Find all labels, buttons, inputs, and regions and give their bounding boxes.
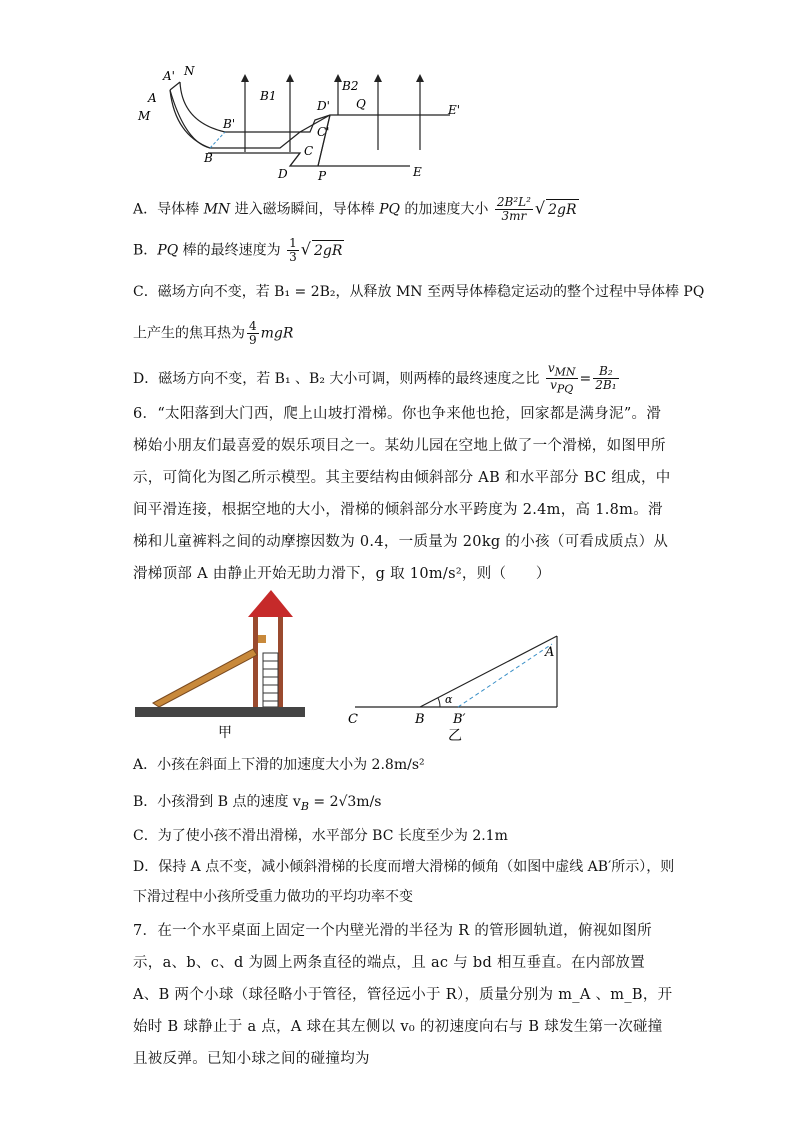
label-yi-A: A (545, 645, 555, 660)
question-7-text: 7．在一个水平桌面上固定一个内壁光滑的半径为 R 的管形圆轨道，俯视如图所示，a、b、c、d 为圆上两条直径的端点，且 ac 与 bd 相互垂直。在内部放置 A、B 两个小球（球径略小于管径，管径远小于 R），质量分别为 m_A 、m_B，开始时 B 球静止于 a 点，A 球在其左侧以 v₀ 的初速度向右与 B 球发生第一次碰撞且被反弹。已知小球之间的碰撞均为 (133, 923, 673, 1067)
incline-model-yi (340, 630, 565, 745)
label-N: N (184, 64, 195, 78)
label-B1: B1 (260, 89, 277, 103)
label-A-prime: A' (163, 69, 175, 83)
q5-a-fraction: $\frac{\text{2B²L²}}{3mr}$ (496, 195, 531, 223)
q5-option-d: D．磁场方向不变，若 B₁ 、B₂ 大小可调，则两棒的最终速度之比 $\frac{v_{MN}}{v_{PQ}}$ = $\frac{\text{B₂}}{\text{2B₁}}$ (133, 361, 617, 396)
label-yi-C: C (348, 712, 358, 727)
q6-option-a: A．小孩在斜面上下滑的加速度大小为 2.8m/s² (133, 757, 425, 773)
label-yi-B-prime: B′ (453, 712, 466, 727)
q5-option-b: B．PQ 棒的最终速度为 $\frac{1}{3}$ √ 2gR (133, 236, 343, 264)
label-C: C (304, 144, 314, 158)
q6-option-c: C．为了使小孩不滑出滑梯，水平部分 BC 长度至少为 2.1m (133, 828, 508, 844)
q6-option-b: B．小孩滑到 B 点的速度 $v_B = 2√3m/s$ (133, 794, 382, 813)
label-D-prime: D' (317, 99, 330, 113)
label-M: M (138, 109, 151, 123)
q5-b-fraction: $\frac{1}{3}$ (289, 236, 297, 264)
q5-option-a: A．导体棒 MN 进入磁场瞬间，导体棒 PQ 的加速度大小 $\frac{\text{2B²L²}}{3mr}$ √ 2gR (133, 195, 577, 223)
label-D: D (278, 167, 288, 181)
q5-option-c-line1: C．磁场方向不变，若 B₁ = 2B₂，从释放 MN 至两导体棒稳定运动的整个过程中导体棒 PQ (133, 284, 705, 300)
label-B-prime: B' (223, 117, 236, 131)
rail-magnetic-figure (130, 60, 470, 185)
slide-illustration-jia (133, 585, 308, 745)
label-B: B (204, 151, 213, 165)
label-E: E (413, 165, 422, 179)
q5-d-ratio: $\frac{v_{MN}}{v_{PQ}}$ (547, 361, 576, 396)
label-alpha: α (445, 693, 453, 706)
label-yi-B: B (415, 712, 425, 727)
label-Q: Q (356, 97, 366, 111)
caption-yi: 乙 (448, 728, 462, 744)
label-A: A (148, 91, 157, 105)
question-6-text: 6．“太阳落到大门西，爬上山坡打滑梯。你也争来他也抢，回家都是满身泥”。滑梯始小朋友们最喜爱的娱乐项目之一。某幼儿园在空地上做了一个滑梯，如图甲所示，可简化为图乙所示模型。其主要结构由倾斜部分 AB 和水平部分 BC 组成，中间平滑连接，根据空地的大小，滑梯的倾斜部分水平跨度为 2.4m，高 1.8m。滑梯和儿童裤料之间的动摩擦因数为 0.4，一质量为 20kg 的小孩（可看成质点）从滑梯顶部 A 由静止开始无助力滑下，g 取 10m/s²，则（ ） (133, 406, 671, 582)
caption-jia: 甲 (218, 725, 232, 741)
label-B2: B2 (342, 79, 359, 93)
q5-option-c-line2: 上产生的焦耳热为 $\frac{4}{9}$ mgR (133, 319, 294, 347)
q5-d-fraction: $\frac{\text{B₂}}{\text{2B₁}}$ (595, 364, 617, 393)
q6-option-d-line2: 下滑过程中小孩所受重力做功的平均功率不变 (133, 889, 413, 905)
label-C-prime: C' (317, 125, 330, 139)
label-P: P (318, 169, 327, 183)
label-E-prime: E' (448, 103, 461, 117)
q5-c-fraction: $\frac{4}{9}$ (249, 319, 257, 347)
q6-option-d-line1: D．保持 A 点不变，减小倾斜滑梯的长度而增大滑梯的倾角（如图中虚线 AB′所示），则 (133, 859, 675, 875)
